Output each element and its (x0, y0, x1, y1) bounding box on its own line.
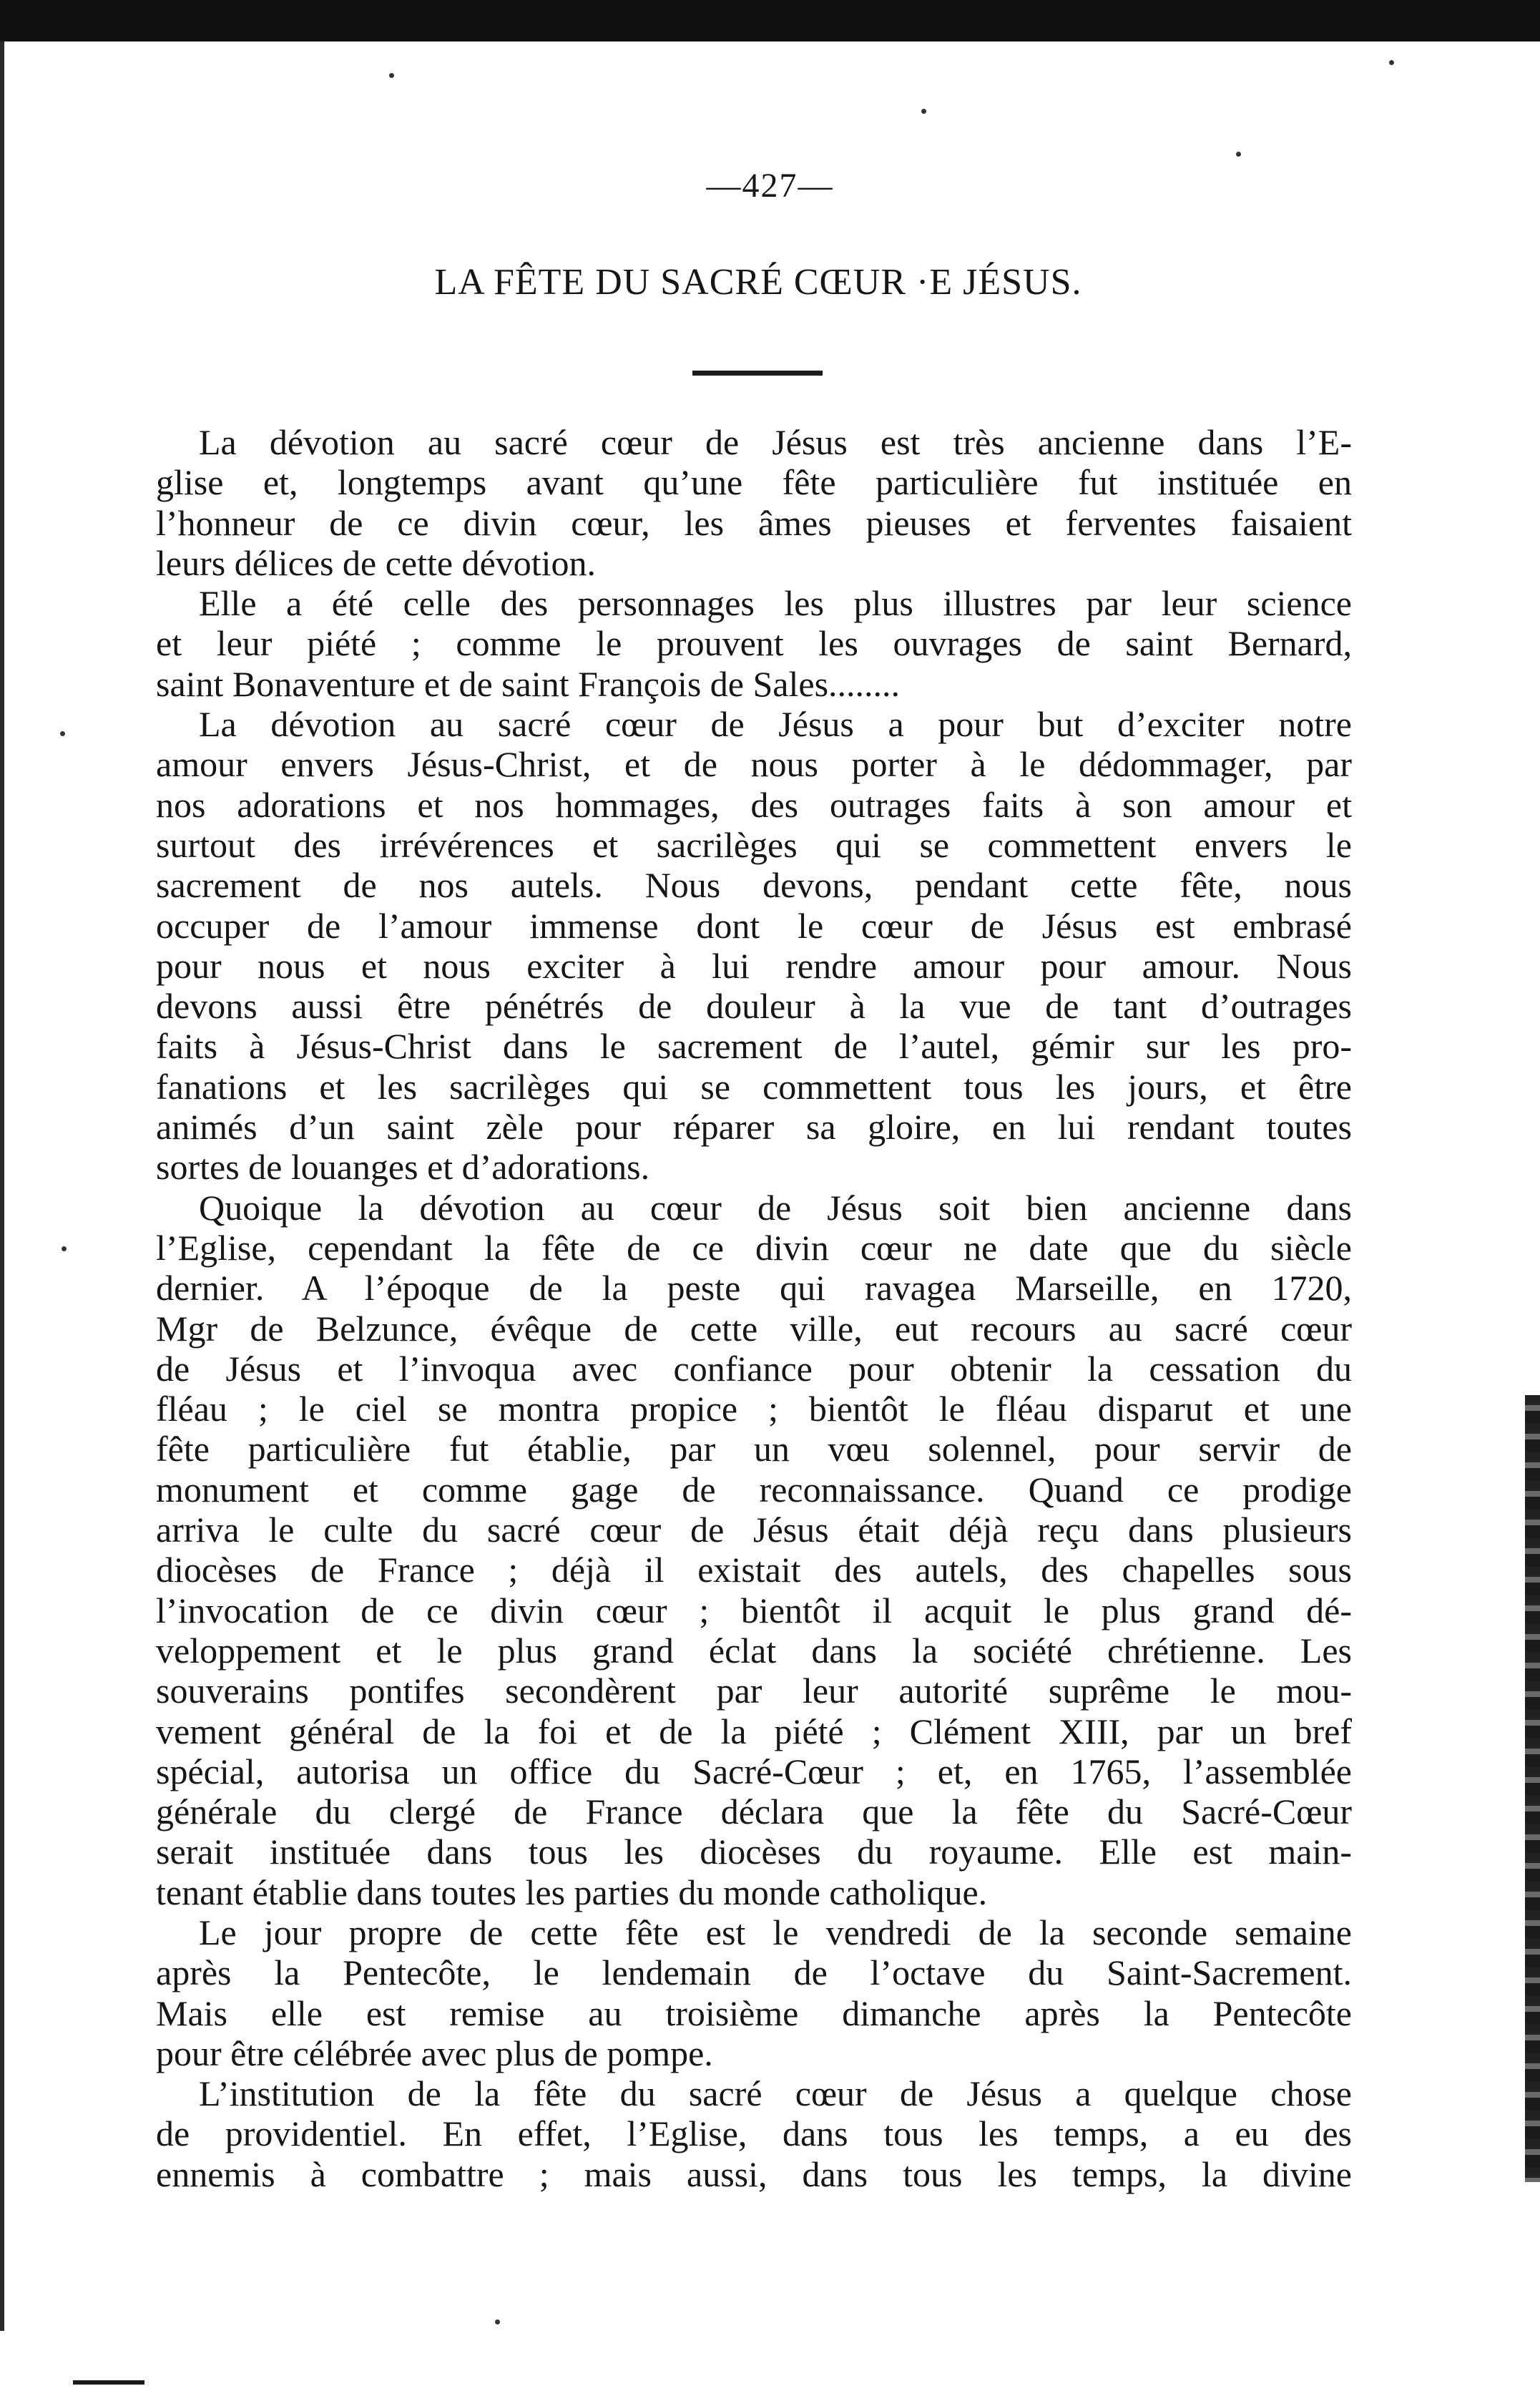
text-line: serait instituée dans tous les diocèses du royaume. Elle est main- (156, 1832, 1352, 1872)
text-line: fête particulière fut établie, par un vœu solennel, pour servir de (156, 1429, 1352, 1470)
text-line: et leur piété ; comme le prouvent les ouvrages de saint Bernard, (156, 623, 1352, 664)
text-line: surtout des irrévérences et sacrilèges qui se commettent envers le (156, 824, 1352, 865)
scan-speck (62, 1246, 67, 1251)
text-line: l’Eglise, cependant la fête de ce divin cœur ne date que du siècle (156, 1227, 1352, 1268)
text-line: après la Pentecôte, le lendemain de l’octave du Saint-Sacrement. (156, 1952, 1352, 1993)
scan-border-left (0, 41, 4, 2331)
text-line: de Jésus et l’invoqua avec confiance pour obtenir la cessation du (156, 1348, 1352, 1389)
text-line: diocèses de France ; déjà il existait des autels, des chapelles sous (156, 1550, 1352, 1590)
scan-page-edge (1525, 1395, 1540, 2182)
text-line: Mais elle est remise au troisième dimanche après la Pentecôte (156, 1992, 1352, 2033)
text-line: L’institution de la fête du sacré cœur de Jésus a quelque chose (199, 2073, 1352, 2114)
scan-speck (921, 109, 926, 114)
scan-speck (1236, 152, 1241, 157)
text-line: nos adorations et nos hommages, des outrages faits à son amour et (156, 784, 1352, 825)
text-line: arriva le culte du sacré cœur de Jésus était déjà reçu dans plusieurs (156, 1510, 1352, 1550)
scan-mark-bottom (73, 2380, 144, 2385)
text-line: Mgr de Belzunce, évêque de cette ville, eut recours au sacré cœur (156, 1308, 1352, 1349)
text-line: sacrement de nos autels. Nous devons, pendant cette fête, nous (156, 865, 1352, 906)
text-line: fléau ; le ciel se montra propice ; bientôt le fléau disparut et une (156, 1389, 1352, 1429)
text-line: spécial, autorisa un office du Sacré-Cœur ; et, en 1765, l’assemblée (156, 1751, 1352, 1791)
text-line: souverains pontifes secondèrent par leur autorité suprême le mou- (156, 1671, 1352, 1711)
text-line: Le jour propre de cette fête est le vendredi de la seconde semaine (199, 1912, 1352, 1952)
text-line: amour envers Jésus-Christ, et de nous porter à le dédommager, par (156, 744, 1352, 785)
page-title: LA FÊTE DU SACRÉ CŒUR ·E JÉSUS. (434, 262, 1082, 303)
text-line: occuper de l’amour immense dont le cœur de Jésus est embrasé (156, 905, 1352, 946)
text-line: l’invocation de ce divin cœur ; bientôt il acquit le plus grand dé- (156, 1590, 1352, 1630)
text-line: faits à Jésus-Christ dans le sacrement de l’autel, gémir sur les pro- (156, 1026, 1352, 1067)
text-line: Quoique la dévotion au cœur de Jésus soit bien ancienne dans (199, 1187, 1352, 1228)
text-line: monument et comme gage de reconnaissance. Quand ce prodige (156, 1469, 1352, 1510)
text-line: leurs délices de cette dévotion. (156, 542, 597, 583)
text-line: veloppement et le plus grand éclat dans la société chrétienne. Les (156, 1630, 1352, 1671)
text-line: fanations et les sacrilèges qui se commettent tous les jours, et être (156, 1066, 1352, 1107)
text-line: La dévotion au sacré cœur de Jésus est très ancienne dans l’E- (199, 422, 1352, 462)
text-line: dernier. A l’époque de la peste qui ravagea Marseille, en 1720, (156, 1268, 1352, 1309)
text-line: pour être célébrée avec plus de pompe. (156, 2033, 713, 2073)
title-divider (692, 371, 823, 376)
text-line: de providentiel. En effet, l’Eglise, dans tous les temps, a eu des (156, 2113, 1352, 2154)
text-line: sortes de louanges et d’adorations. (156, 1147, 650, 1188)
text-line: vement général de la foi et de la piété ; Clément XIII, par un bref (156, 1711, 1352, 1751)
page-number: —427— (706, 167, 834, 205)
text-line: animés d’un saint zèle pour réparer sa gloire, en lui rendant toutes (156, 1107, 1352, 1148)
scan-speck (1389, 60, 1394, 65)
text-line: glise et, longtemps avant qu’une fête particulière fut instituée en (156, 462, 1352, 503)
text-line: générale du clergé de France déclara que la fête du Sacré-Cœur (156, 1791, 1352, 1832)
text-line: Elle a été celle des personnages les plus illustres par leur science (199, 583, 1352, 624)
scan-speck (60, 731, 65, 736)
scan-border-top (0, 0, 1540, 41)
text-line: devons aussi être pénétrés de douleur à la vue de tant d’outrages (156, 986, 1352, 1027)
scan-speck (389, 73, 394, 78)
text-line: La dévotion au sacré cœur de Jésus a pour but d’exciter notre (199, 704, 1352, 745)
text-line: l’honneur de ce divin cœur, les âmes pieuses et ferventes faisaient (156, 502, 1352, 543)
text-line: pour nous et nous exciter à lui rendre amour pour amour. Nous (156, 945, 1352, 986)
scan-speck (495, 2319, 500, 2324)
body-text (156, 422, 1352, 2194)
text-line: ennemis à combattre ; mais aussi, dans tous les temps, la divine (156, 2153, 1352, 2194)
text-line: saint Bonaventure et de saint François de Sales........ (156, 663, 901, 704)
text-line: tenant établie dans toutes les parties du monde catholique. (156, 1872, 988, 1912)
